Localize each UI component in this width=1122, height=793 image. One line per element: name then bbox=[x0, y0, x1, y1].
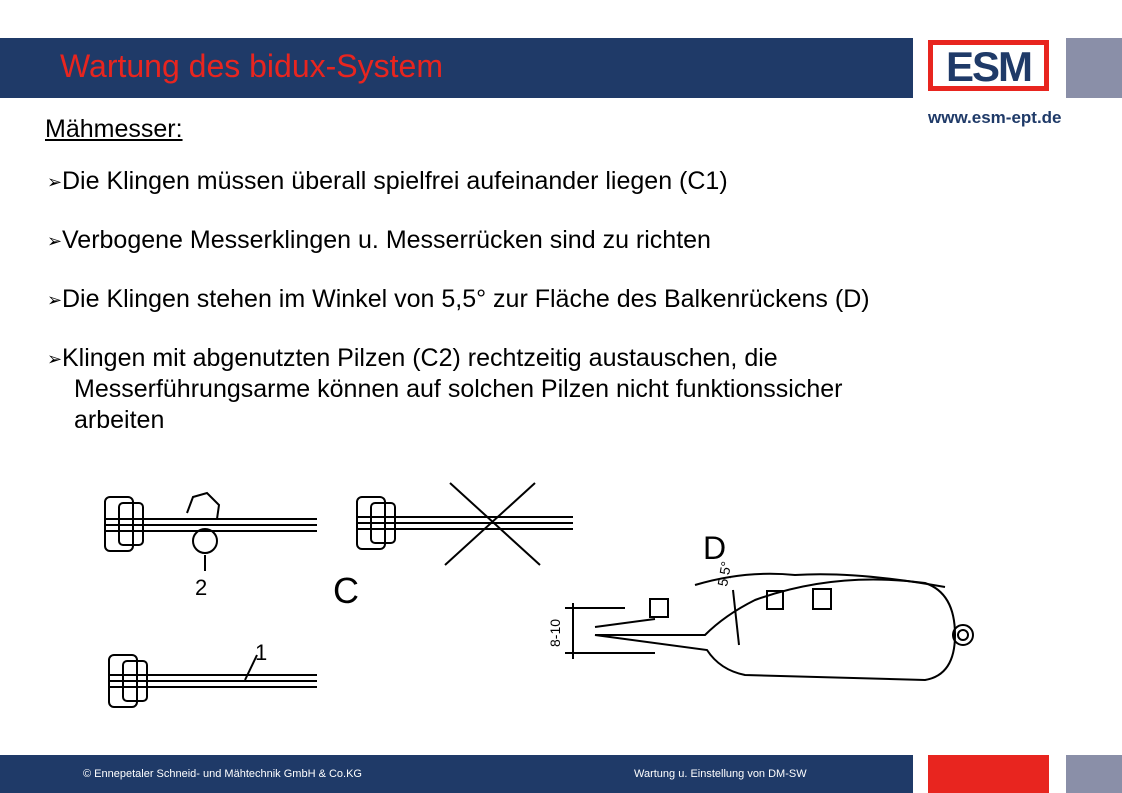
bullet-text-continued: Messerführungsarme können auf solchen Pilzen nicht funktionssicher bbox=[74, 375, 843, 403]
arrow-bullet-icon: ➢ bbox=[47, 172, 63, 192]
esm-logo bbox=[928, 40, 1049, 91]
page-title: Wartung des bidux-System bbox=[60, 48, 443, 84]
slide-content bbox=[45, 115, 1115, 464]
bullet-item bbox=[45, 166, 1115, 197]
label-2: 2 bbox=[195, 575, 208, 600]
footer-copyright: © Ennepetaler Schneid- und Mähtechnik GmbH & Co.KG bbox=[83, 768, 362, 780]
label-c: C bbox=[333, 570, 359, 611]
bullet-item bbox=[45, 343, 1115, 436]
website-url: www.esm-ept.de bbox=[928, 108, 1062, 127]
bullet-list bbox=[45, 166, 1115, 436]
bullet-text: Die Klingen müssen überall spielfrei aufeinander liegen (C1) bbox=[62, 167, 728, 195]
footer-red-block bbox=[928, 755, 1049, 793]
label-angle: 5,5° bbox=[714, 560, 735, 588]
mower-blade-diagram bbox=[95, 475, 995, 735]
bullet-text: Klingen mit abgenutzten Pilzen (C2) rechtzeitig austauschen, die bbox=[62, 344, 778, 372]
bullet-text: Verbogene Messerklingen u. Messerrücken sind zu richten bbox=[62, 226, 711, 254]
arrow-bullet-icon: ➢ bbox=[47, 349, 63, 369]
section-heading: Mähmesser: bbox=[45, 115, 183, 143]
blade-assembly-c2 bbox=[105, 493, 317, 571]
footer-topic: Wartung u. Einstellung von DM-SW bbox=[634, 768, 807, 780]
bullet-item bbox=[45, 225, 1115, 256]
blade-assembly-c1 bbox=[109, 655, 317, 707]
arrow-bullet-icon: ➢ bbox=[47, 290, 63, 310]
logo-inner bbox=[933, 43, 1044, 90]
logo-text: ESM bbox=[945, 43, 1031, 90]
side-square-top bbox=[1066, 38, 1122, 98]
side-square-bottom bbox=[1066, 755, 1122, 793]
label-d: D bbox=[703, 530, 727, 566]
bullet-text-continued: arbeiten bbox=[74, 406, 165, 434]
label-height: 8-10 bbox=[547, 618, 563, 647]
bullet-item bbox=[45, 284, 1115, 315]
arrow-bullet-icon: ➢ bbox=[47, 231, 63, 251]
bullet-text: Die Klingen stehen im Winkel von 5,5° zur Fläche des Balkenrückens (D) bbox=[62, 285, 870, 313]
blade-assembly-d bbox=[565, 574, 973, 680]
blade-assembly-crossed bbox=[357, 483, 573, 565]
label-1: 1 bbox=[255, 640, 268, 665]
